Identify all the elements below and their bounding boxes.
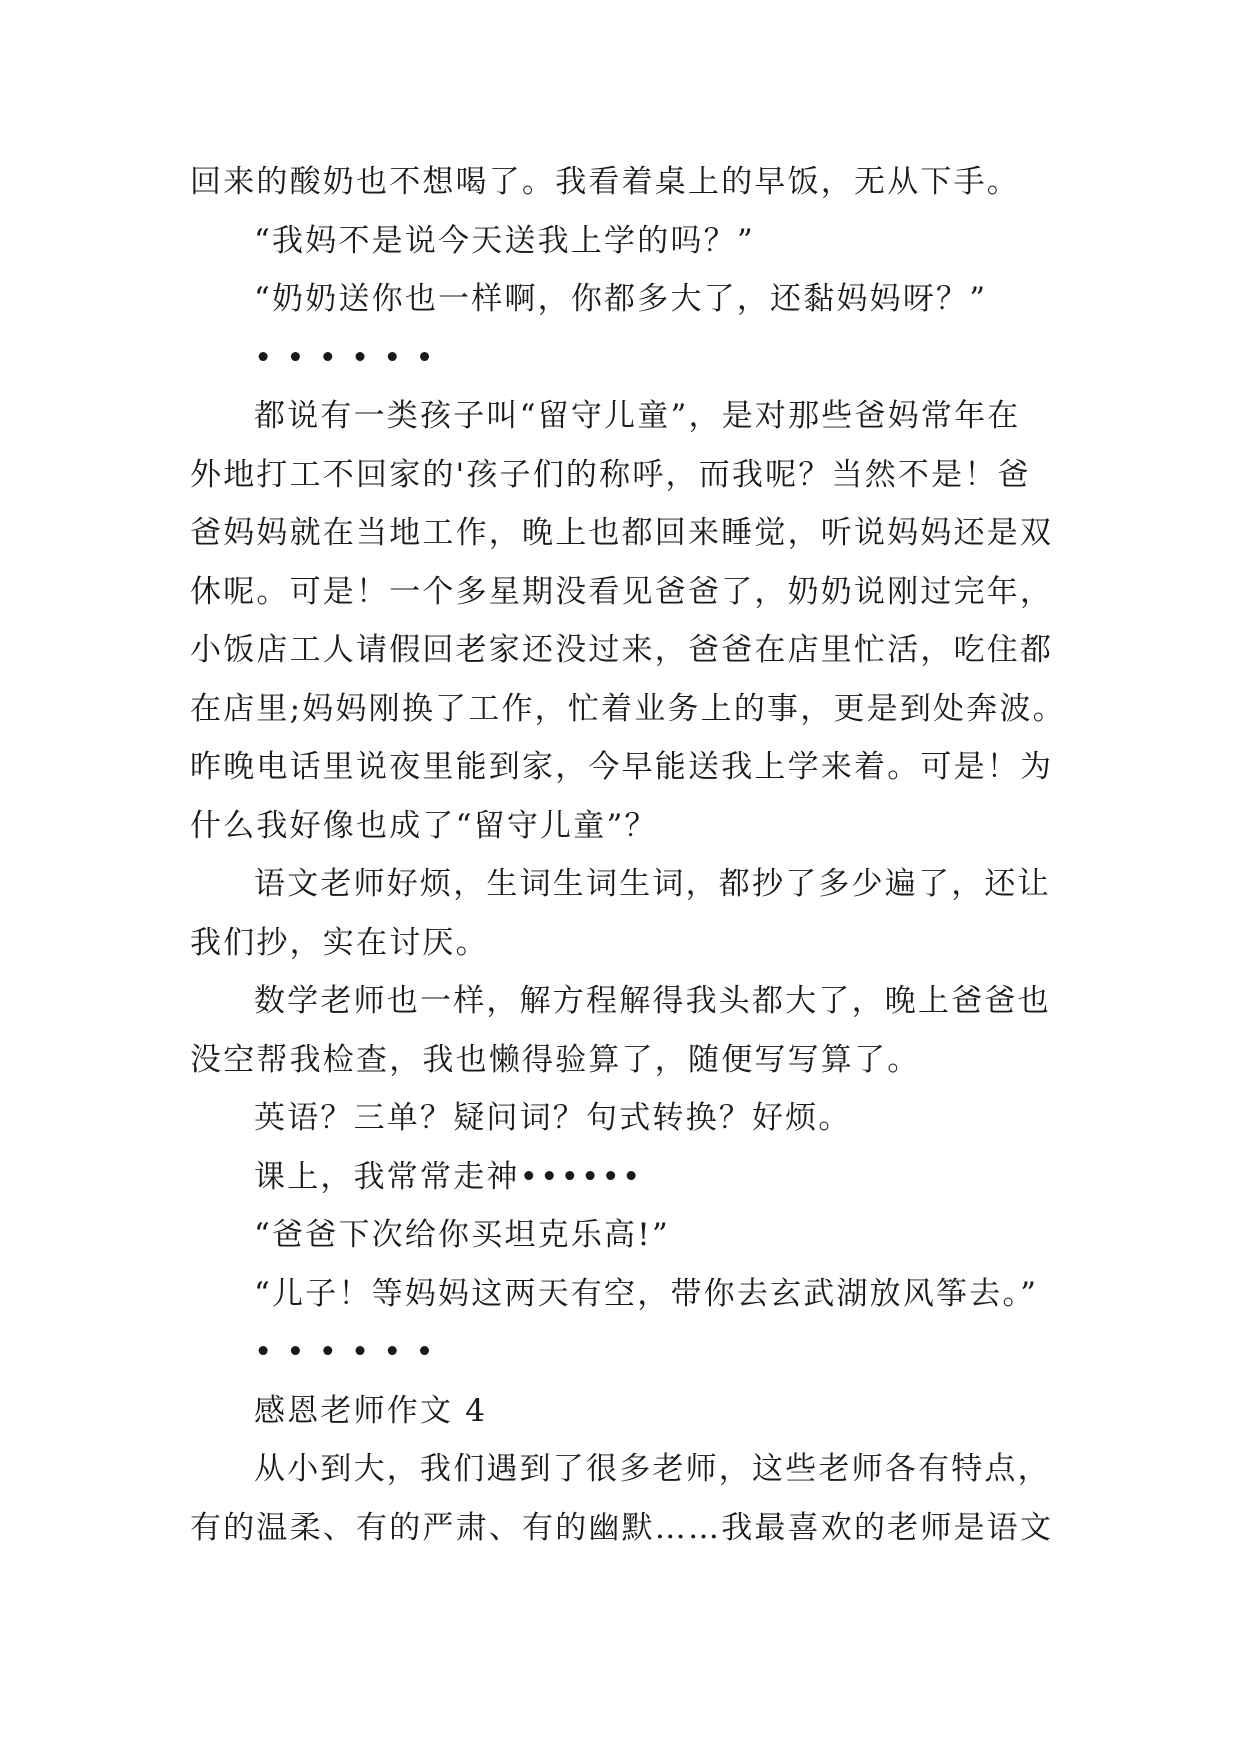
dialogue-line: “奶奶送你也一样啊，你都多大了，还黏妈妈呀？”	[254, 281, 988, 317]
ellipsis-dots: ••••••	[254, 1334, 448, 1370]
text-line: 英语？三单？疑问词？句式转换？好烦。	[254, 1100, 852, 1136]
text-line: 语文老师好烦，生词生词生词，都抄了多少遍了，还让	[254, 866, 1051, 902]
text-line: 都说有一类孩子叫“留守儿童”，是对那些爸妈常年在	[254, 398, 1021, 434]
text-line: 外地打工不回家的'孩子们的称呼，而我呢？当然不是！爸	[190, 456, 1031, 493]
text-line: 从小到大，我们遇到了很多老师，这些老师各有特点，	[254, 1451, 1051, 1487]
text-line: 休呢。可是！一个多星期没看见爸爸了，奶奶说刚过完年，	[190, 573, 1054, 610]
text-line: 昨晚电话里说夜里能到家，今早能送我上学来着。可是！为	[190, 749, 1054, 785]
dialogue-line: “爸爸下次给你买坦克乐高!”	[254, 1217, 670, 1253]
text-line: 在店里;妈妈刚换了工作，忙着业务上的事，更是到处奔波。	[190, 690, 1066, 727]
text-line: 课上，我常常走神••••••	[254, 1158, 643, 1195]
text-line: 有的温柔、有的严肃、有的幽默……我最喜欢的老师是语文	[190, 1509, 1054, 1546]
essay-text	[190, 153, 1066, 1557]
text-line: 我们抄，实在讨厌。	[190, 924, 489, 961]
ellipsis-dots: ••••••	[254, 339, 448, 376]
dialogue-line: “我妈不是说今天送我上学的吗？”	[254, 222, 755, 259]
text-line: 没空帮我检查，我也懒得验算了，随便写写算了。	[190, 1041, 921, 1078]
text-line: 回来的酸奶也不想喝了。我看着桌上的早饭，无从下手。	[190, 164, 1020, 200]
text-line: 小饭店工人请假回老家还没过来，爸爸在店里忙活，吃住都	[190, 632, 1054, 668]
dialogue-line: “儿子！等妈妈这两天有空，带你去玄武湖放风筝去。”	[254, 1275, 1039, 1312]
text-line: 什么我好像也成了“留守儿童”？	[190, 807, 658, 844]
text-line: 数学老师也一样，解方程解得我头都大了，晚上爸爸也	[254, 983, 1051, 1019]
section-heading: 感恩老师作文 4	[254, 1392, 488, 1429]
text-line: 爸妈妈就在当地工作，晚上也都回来睡觉，听说妈妈还是双	[190, 515, 1054, 551]
